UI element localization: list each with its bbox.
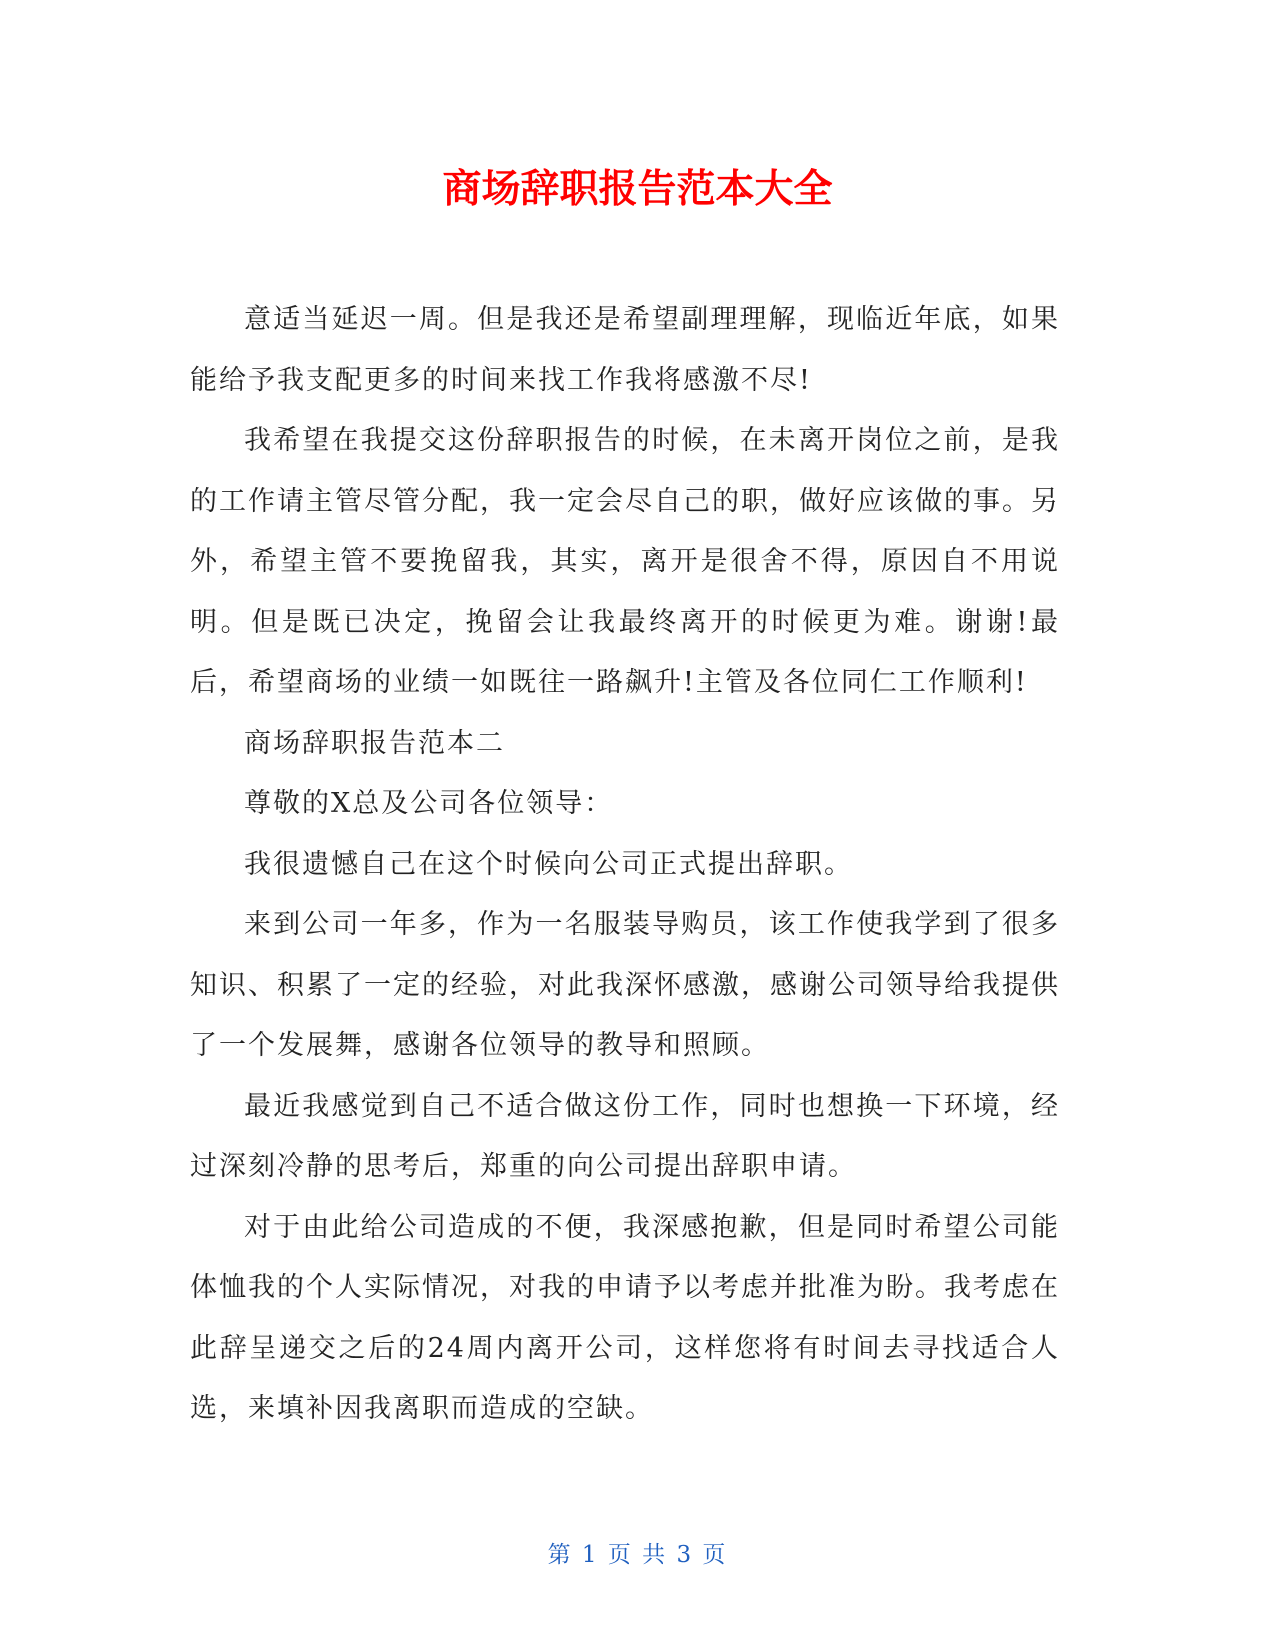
salutation: 尊敬的X总及公司各位领导： bbox=[244, 788, 614, 819]
paragraph: 对于由此给公司造成的不便，我深感抱歉，但是同时希望公司能体恤我的个人实际情况，对我的申请予以考虑并批准为盼。我考虑在此辞呈递交之后的24周内离开公司，这样您将有时间去寻找适合人选，来填补因我离职而造成的空缺。 bbox=[190, 1211, 1060, 1424]
document-body bbox=[190, 290, 1060, 1440]
document-title: 商场辞职报告范本大全 bbox=[442, 167, 833, 212]
page-footer: 第 1 页 共 3 页 bbox=[547, 1542, 728, 1568]
paragraph: 我很遗憾自己在这个时候向公司正式提出辞职。 bbox=[244, 848, 853, 880]
paragraph: 来到公司一年多，作为一名服装导购员，该工作使我学到了很多知识、积累了一定的经验，对此我深怀感激，感谢公司领导给我提供了一个发展舞，感谢各位领导的教导和照顾。 bbox=[190, 909, 1060, 1061]
paragraph: 意适当延迟一周。但是我还是希望副理理解，现临近年底，如果能给予我支配更多的时间来找工作我将感激不尽! bbox=[190, 304, 1060, 396]
section-heading: 商场辞职报告范本二 bbox=[244, 727, 505, 759]
paragraph: 最近我感觉到自己不适合做这份工作，同时也想换一下环境，经过深刻冷静的思考后，郑重的向公司提出辞职申请。 bbox=[190, 1090, 1060, 1182]
paragraph: 我希望在我提交这份辞职报告的时候，在未离开岗位之前，是我的工作请主管尽管分配，我一定会尽自己的职，做好应该做的事。另外，希望主管不要挽留我，其实，离开是很舍不得，原因自不用说明。但是既已决定，挽留会让我最终离开的时候更为难。谢谢!最后，希望商场的业绩一如既往一路飙升!主管及各位同仁工作顺利! bbox=[190, 425, 1060, 698]
